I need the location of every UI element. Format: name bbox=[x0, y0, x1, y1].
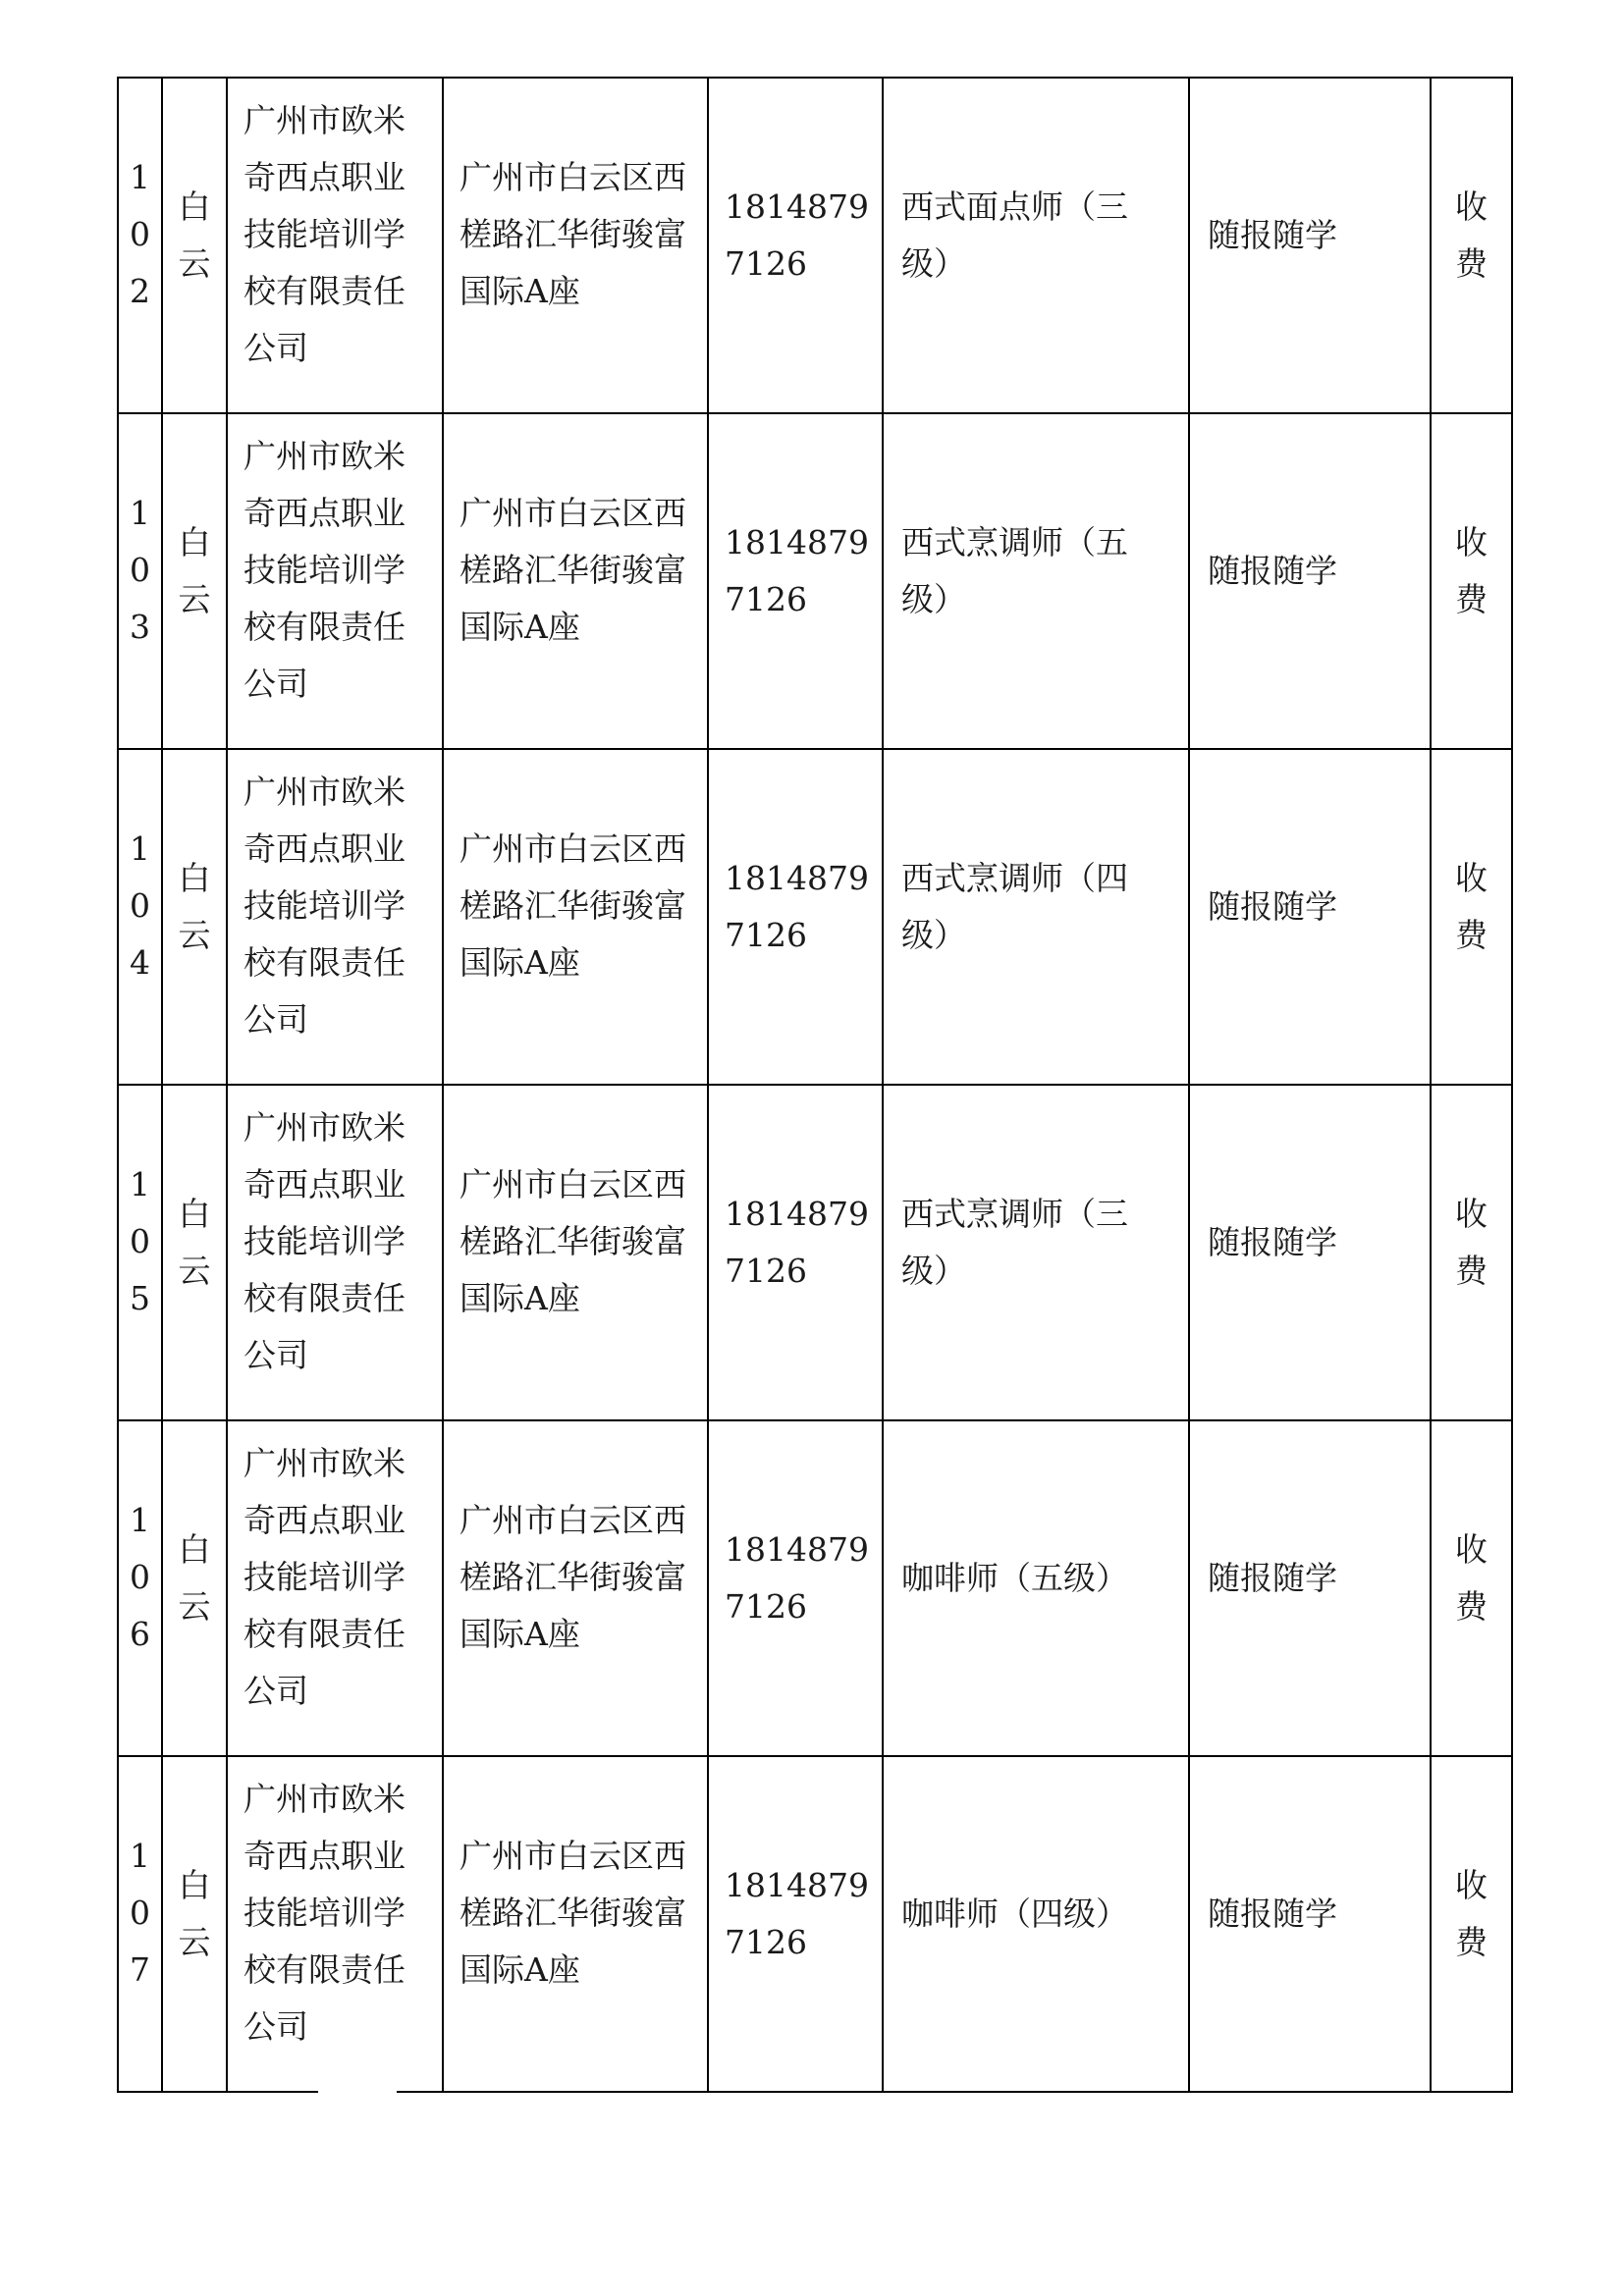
row-number: 102 bbox=[130, 158, 150, 310]
schedule-cell bbox=[1189, 1756, 1431, 2092]
phone-number: 18148797126 bbox=[725, 1530, 869, 1626]
row-number-cell bbox=[118, 1756, 162, 2092]
course-name: 咖啡师（五级） bbox=[901, 1559, 1128, 1597]
address-cell bbox=[443, 413, 708, 749]
district-cell bbox=[162, 1420, 227, 1756]
fee-type: 收费 bbox=[1455, 1530, 1488, 1626]
row-number-cell bbox=[118, 413, 162, 749]
district: 白云 bbox=[178, 859, 211, 954]
district: 白云 bbox=[178, 1866, 211, 1961]
course-cell bbox=[883, 749, 1189, 1085]
phone-number: 18148797126 bbox=[725, 859, 869, 954]
district-cell bbox=[162, 78, 227, 413]
institution-name-cell bbox=[227, 78, 443, 413]
address: 广州市白云区西槎路汇华街骏富国际A座 bbox=[460, 494, 686, 646]
table-row bbox=[118, 1756, 1512, 2092]
address: 广州市白云区西槎路汇华街骏富国际A座 bbox=[460, 1837, 686, 1989]
district-cell bbox=[162, 1085, 227, 1420]
table-row bbox=[118, 78, 1512, 413]
course-name: 西式烹调师（五级） bbox=[901, 523, 1128, 618]
fee-type: 收费 bbox=[1455, 187, 1488, 283]
course-cell bbox=[883, 1085, 1189, 1420]
row-number: 106 bbox=[130, 1501, 150, 1653]
district: 白云 bbox=[178, 523, 211, 618]
schedule: 随报随学 bbox=[1208, 552, 1337, 590]
schedule: 随报随学 bbox=[1208, 887, 1337, 926]
address: 广州市白云区西槎路汇华街骏富国际A座 bbox=[460, 1165, 686, 1317]
district: 白云 bbox=[178, 1530, 211, 1626]
row-number: 103 bbox=[130, 494, 150, 646]
institution-name-cell bbox=[227, 413, 443, 749]
fee-type: 收费 bbox=[1455, 523, 1488, 618]
course-name: 西式烹调师（四级） bbox=[901, 859, 1128, 954]
training-institution-table bbox=[117, 77, 1513, 2093]
schedule: 随报随学 bbox=[1208, 1895, 1337, 1933]
fee-cell bbox=[1431, 1085, 1512, 1420]
institution-name-cell bbox=[227, 749, 443, 1085]
phone-cell bbox=[708, 1420, 883, 1756]
row-number-cell bbox=[118, 1420, 162, 1756]
institution-name: 广州市欧米奇西点职业技能培训学校有限责任公司 bbox=[243, 1108, 406, 1374]
row-number: 107 bbox=[130, 1837, 150, 1989]
row-number: 104 bbox=[130, 829, 150, 982]
course-cell bbox=[883, 78, 1189, 413]
address-cell bbox=[443, 78, 708, 413]
phone-cell bbox=[708, 1085, 883, 1420]
course-name: 西式面点师（三级） bbox=[901, 187, 1128, 283]
schedule-cell bbox=[1189, 749, 1431, 1085]
course-cell bbox=[883, 413, 1189, 749]
table-row bbox=[118, 1085, 1512, 1420]
fee-cell bbox=[1431, 78, 1512, 413]
address-cell bbox=[443, 1085, 708, 1420]
phone-cell bbox=[708, 78, 883, 413]
bottom-border-gap bbox=[318, 2091, 397, 2101]
fee-cell bbox=[1431, 1756, 1512, 2092]
institution-name: 广州市欧米奇西点职业技能培训学校有限责任公司 bbox=[243, 101, 406, 367]
phone-cell bbox=[708, 1756, 883, 2092]
institution-name: 广州市欧米奇西点职业技能培训学校有限责任公司 bbox=[243, 1780, 406, 2046]
institution-name-cell bbox=[227, 1085, 443, 1420]
district: 白云 bbox=[178, 187, 211, 283]
address-cell bbox=[443, 1420, 708, 1756]
course-name: 咖啡师（四级） bbox=[901, 1895, 1128, 1933]
table-row bbox=[118, 749, 1512, 1085]
schedule: 随报随学 bbox=[1208, 216, 1337, 254]
phone-cell bbox=[708, 413, 883, 749]
course-name: 西式烹调师（三级） bbox=[901, 1195, 1128, 1290]
institution-name-cell bbox=[227, 1420, 443, 1756]
phone-cell bbox=[708, 749, 883, 1085]
fee-type: 收费 bbox=[1455, 859, 1488, 954]
table-row bbox=[118, 413, 1512, 749]
fee-cell bbox=[1431, 749, 1512, 1085]
row-number-cell bbox=[118, 749, 162, 1085]
schedule: 随报随学 bbox=[1208, 1559, 1337, 1597]
fee-type: 收费 bbox=[1455, 1866, 1488, 1961]
course-cell bbox=[883, 1756, 1189, 2092]
district: 白云 bbox=[178, 1195, 211, 1290]
phone-number: 18148797126 bbox=[725, 523, 869, 618]
institution-name-cell bbox=[227, 1756, 443, 2092]
schedule-cell bbox=[1189, 1420, 1431, 1756]
schedule-cell bbox=[1189, 1085, 1431, 1420]
table-row bbox=[118, 1420, 1512, 1756]
address-cell bbox=[443, 1756, 708, 2092]
phone-number: 18148797126 bbox=[725, 1866, 869, 1961]
phone-number: 18148797126 bbox=[725, 1195, 869, 1290]
course-cell bbox=[883, 1420, 1189, 1756]
district-cell bbox=[162, 1756, 227, 2092]
schedule: 随报随学 bbox=[1208, 1223, 1337, 1261]
fee-cell bbox=[1431, 413, 1512, 749]
row-number: 105 bbox=[130, 1165, 150, 1317]
phone-number: 18148797126 bbox=[725, 187, 869, 283]
row-number-cell bbox=[118, 78, 162, 413]
fee-cell bbox=[1431, 1420, 1512, 1756]
schedule-cell bbox=[1189, 78, 1431, 413]
district-cell bbox=[162, 413, 227, 749]
institution-name: 广州市欧米奇西点职业技能培训学校有限责任公司 bbox=[243, 773, 406, 1039]
institution-name: 广州市欧米奇西点职业技能培训学校有限责任公司 bbox=[243, 437, 406, 703]
row-number-cell bbox=[118, 1085, 162, 1420]
address: 广州市白云区西槎路汇华街骏富国际A座 bbox=[460, 829, 686, 982]
address: 广州市白云区西槎路汇华街骏富国际A座 bbox=[460, 1501, 686, 1653]
address: 广州市白云区西槎路汇华街骏富国际A座 bbox=[460, 158, 686, 310]
institution-name: 广州市欧米奇西点职业技能培训学校有限责任公司 bbox=[243, 1444, 406, 1710]
fee-type: 收费 bbox=[1455, 1195, 1488, 1290]
schedule-cell bbox=[1189, 413, 1431, 749]
district-cell bbox=[162, 749, 227, 1085]
address-cell bbox=[443, 749, 708, 1085]
